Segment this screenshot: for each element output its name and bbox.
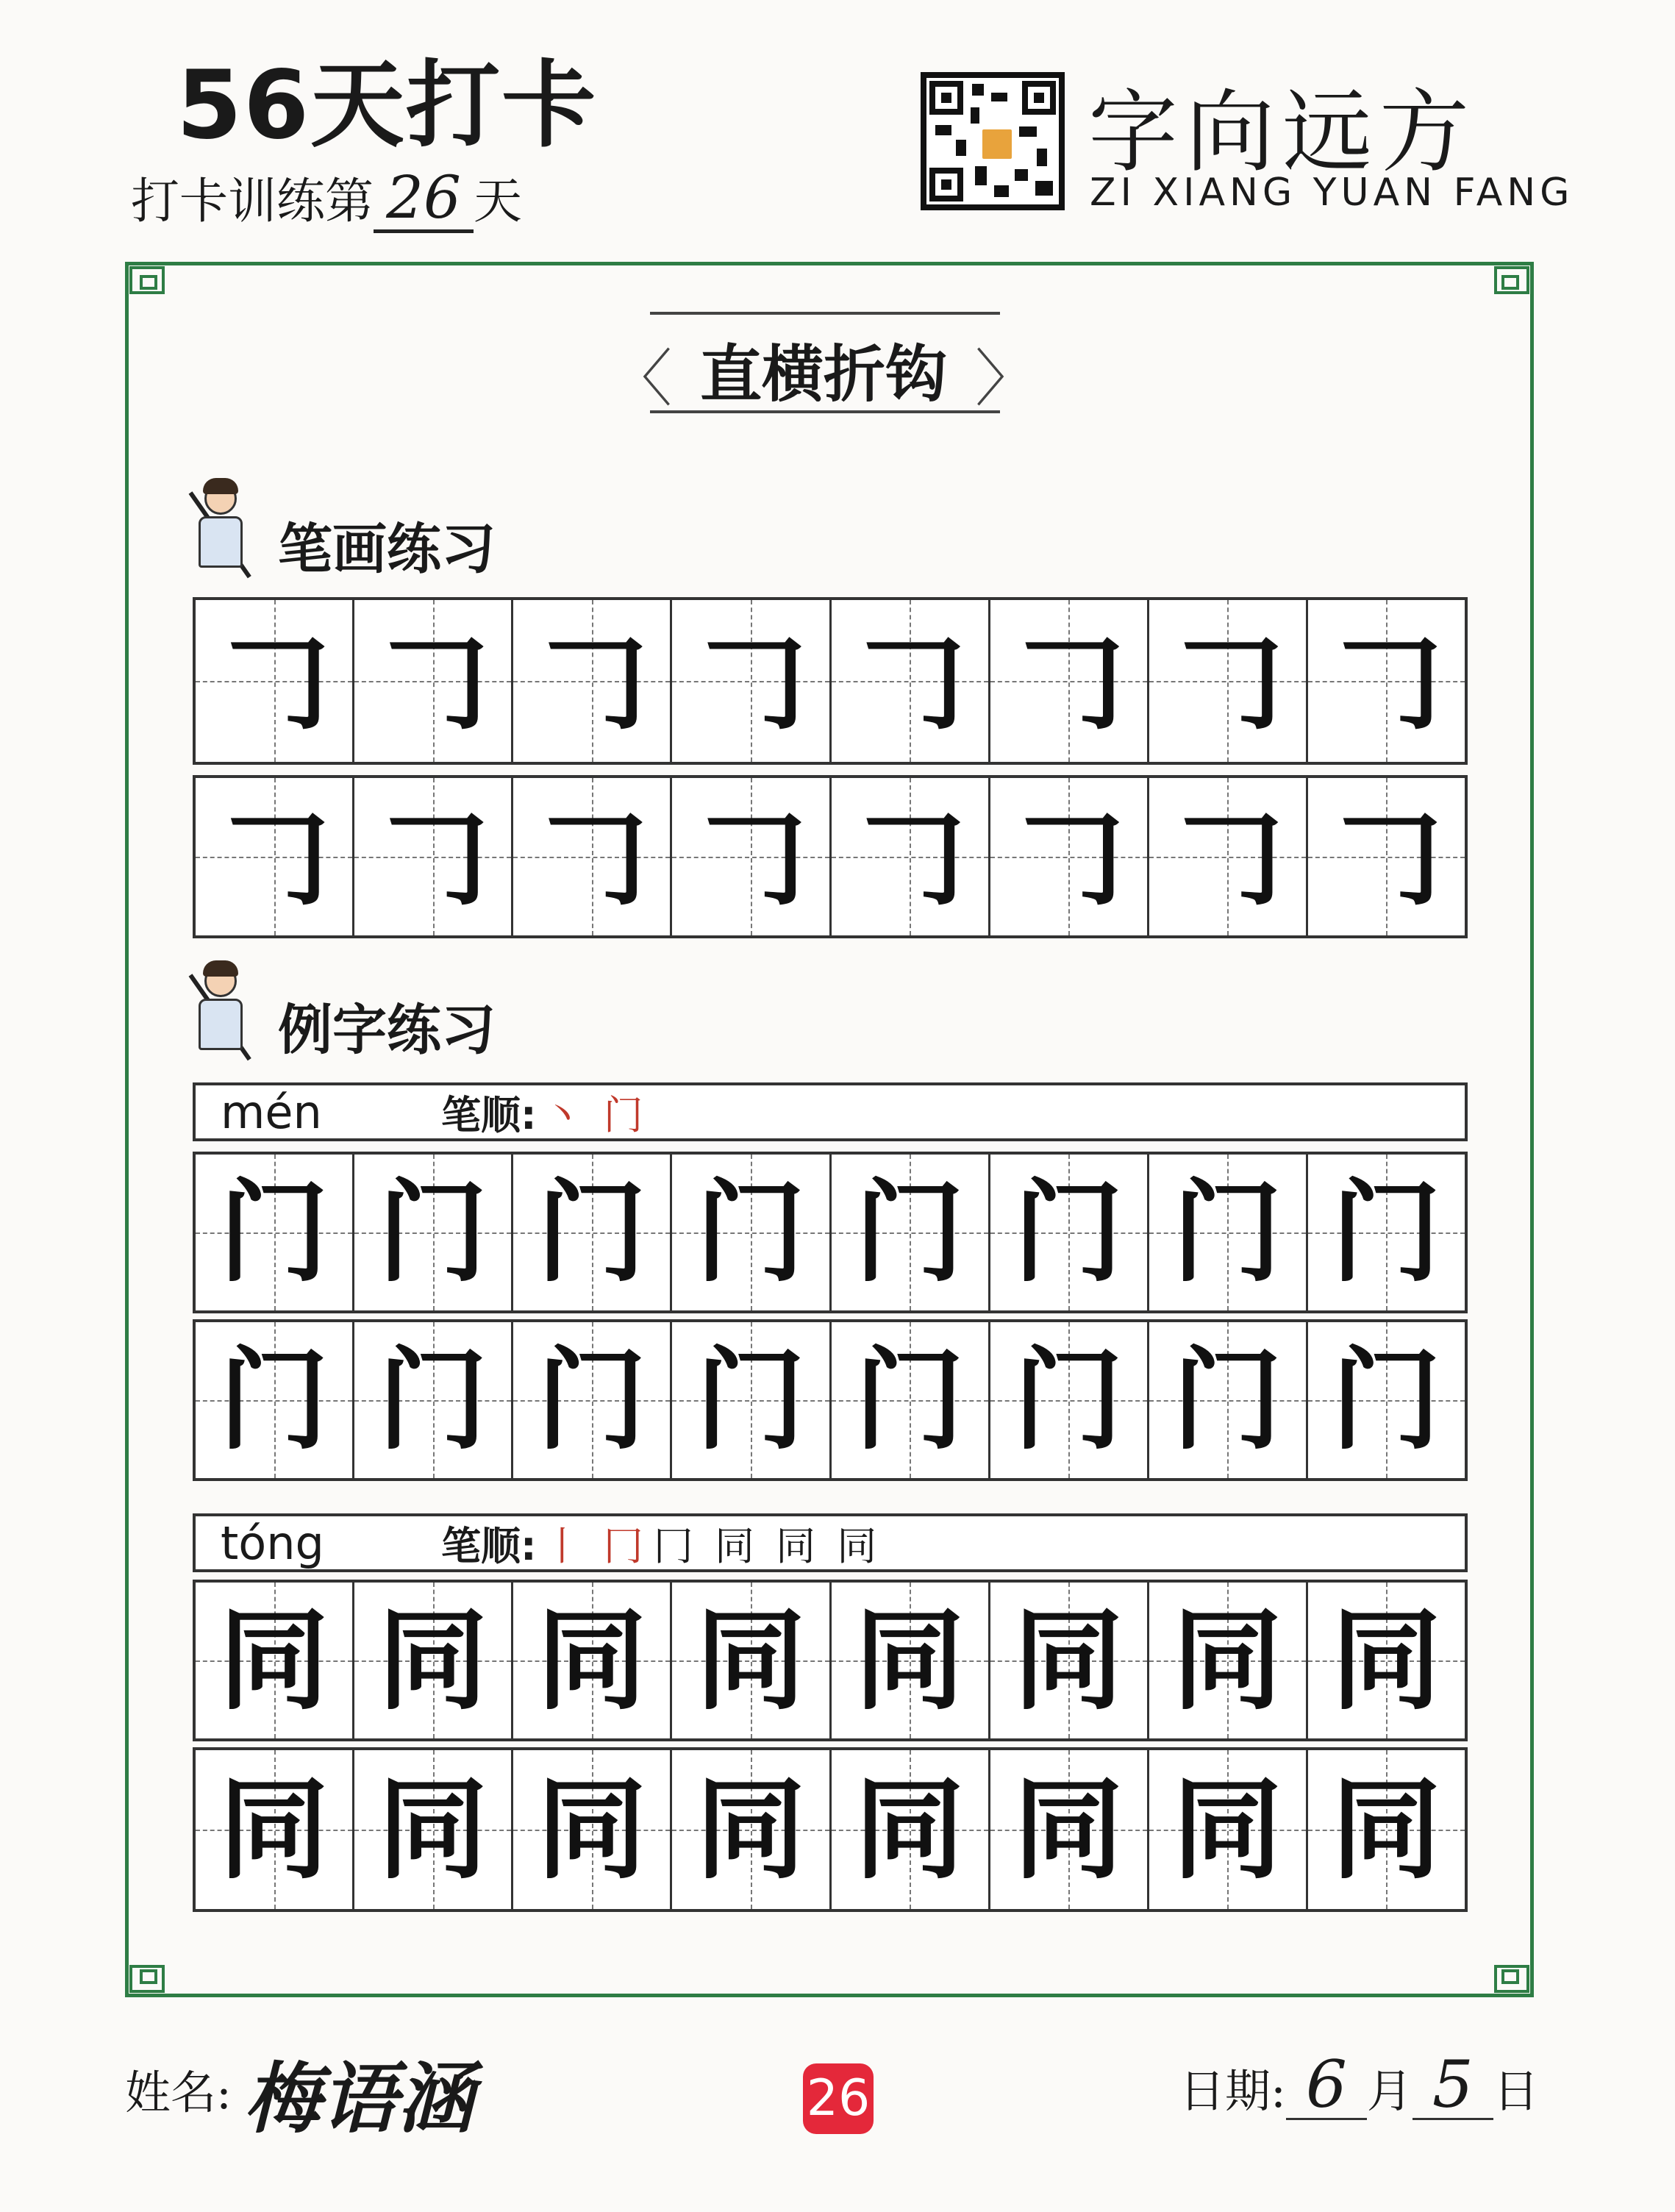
practice-cell[interactable]	[832, 1322, 990, 1478]
practice-cell[interactable]	[1149, 1583, 1308, 1738]
practice-cell[interactable]	[832, 1750, 990, 1909]
practice-cell[interactable]	[672, 600, 831, 762]
practice-cell[interactable]	[672, 1750, 831, 1909]
banner-left-chevron: 〈	[610, 343, 673, 415]
practice-cell[interactable]	[990, 1583, 1149, 1738]
practice-cell[interactable]	[672, 1322, 831, 1478]
practice-cell[interactable]	[513, 1322, 672, 1478]
practice-glyph: 同	[1013, 1765, 1124, 1894]
example-practice-row	[193, 1152, 1468, 1313]
example-practice-row	[193, 1319, 1468, 1481]
practice-glyph: 同	[1172, 1765, 1283, 1894]
practice-glyph: 门	[377, 1168, 488, 1297]
practice-cell[interactable]	[832, 1583, 990, 1738]
practice-glyph: 𠃌	[1013, 616, 1124, 746]
practice-glyph: 同	[695, 1765, 806, 1894]
brand-name-cn: 字向远方	[1088, 80, 1476, 185]
practice-cell[interactable]	[990, 1322, 1149, 1478]
practice-glyph: 同	[854, 1596, 965, 1725]
practice-cell[interactable]	[354, 600, 513, 762]
frame-corner-ornament	[122, 259, 196, 310]
pinyin-bar-men	[193, 1082, 1468, 1141]
qr-finder	[929, 81, 963, 115]
practice-glyph: 门	[218, 1335, 329, 1465]
subtitle-prefix: 打卡训练第	[131, 173, 374, 229]
practice-cell[interactable]	[1308, 1155, 1465, 1310]
pinyin: mén	[221, 1085, 322, 1139]
practice-cell[interactable]	[1308, 778, 1465, 935]
frame-corner-ornament	[122, 1949, 196, 2000]
practice-cell[interactable]	[1308, 600, 1465, 762]
practice-cell[interactable]	[672, 1583, 831, 1738]
example-practice-heading: 例字练习	[278, 999, 496, 1062]
pinyin: tóng	[221, 1516, 324, 1570]
practice-cell[interactable]	[196, 600, 354, 762]
checkin-day-line	[131, 162, 522, 233]
practice-cell[interactable]	[196, 1583, 354, 1738]
practice-cell[interactable]	[196, 1750, 354, 1909]
stroke-practice-row	[193, 775, 1468, 938]
practice-glyph: 𠃌	[218, 616, 329, 746]
practice-glyph: 同	[1331, 1596, 1442, 1725]
practice-cell[interactable]	[513, 1155, 672, 1310]
practice-glyph: 𠃌	[1013, 792, 1124, 921]
practice-cell[interactable]	[1149, 1155, 1308, 1310]
practice-glyph: 同	[218, 1596, 329, 1725]
practice-glyph: 门	[536, 1168, 647, 1297]
practice-glyph: 门	[1013, 1168, 1124, 1297]
practice-cell[interactable]	[672, 778, 831, 935]
practice-cell[interactable]	[354, 1583, 513, 1738]
stroke-practice-heading: 笔画练习	[278, 518, 496, 581]
qr-finder	[929, 168, 963, 201]
practice-glyph: 门	[1013, 1335, 1124, 1465]
practice-glyph: 门	[1331, 1335, 1442, 1465]
practice-cell[interactable]	[990, 778, 1149, 935]
page-number-badge: 26	[803, 2063, 874, 2134]
example-practice-row	[193, 1580, 1468, 1741]
practice-glyph: 门	[1331, 1168, 1442, 1297]
practice-glyph: 同	[854, 1765, 965, 1894]
practice-glyph: 𠃌	[218, 792, 329, 921]
practice-glyph: 同	[1172, 1596, 1283, 1725]
stroke-order-label: 笔顺:	[441, 1522, 537, 1569]
stroke-order-red: 丶 门	[542, 1091, 648, 1138]
pinyin-bar-tong	[193, 1513, 1468, 1572]
frame-corner-ornament	[1463, 259, 1537, 310]
name-label: 姓名:	[125, 2066, 232, 2119]
practice-glyph: 门	[1172, 1168, 1283, 1297]
practice-cell[interactable]	[832, 600, 990, 762]
practice-cell[interactable]	[672, 1155, 831, 1310]
practice-glyph: 同	[1331, 1765, 1442, 1894]
day-unit: 日	[1493, 2064, 1539, 2118]
practice-cell[interactable]	[1149, 1322, 1308, 1478]
practice-cell[interactable]	[354, 1322, 513, 1478]
practice-cell[interactable]	[513, 1750, 672, 1909]
practice-glyph: 𠃌	[1331, 792, 1442, 921]
section-banner	[610, 309, 1037, 419]
practice-glyph: 𠃌	[1331, 616, 1442, 746]
practice-glyph: 同	[536, 1596, 647, 1725]
practice-glyph: 同	[536, 1765, 647, 1894]
page-title: 56天打卡	[176, 51, 598, 160]
date-month[interactable]: 6	[1286, 2052, 1367, 2120]
practice-cell[interactable]	[1308, 1750, 1465, 1909]
practice-cell[interactable]	[354, 1750, 513, 1909]
practice-glyph: 同	[377, 1596, 488, 1725]
brand-name-en: ZI XIANG YUAN FANG	[1090, 171, 1574, 215]
practice-cell[interactable]	[196, 1155, 354, 1310]
practice-cell[interactable]	[513, 600, 672, 762]
frame-corner-ornament	[1463, 1949, 1537, 2000]
qr-finder	[1022, 81, 1056, 115]
qr-logo	[979, 126, 1015, 162]
stroke-practice-row	[193, 597, 1468, 765]
practice-cell[interactable]	[1308, 1322, 1465, 1478]
practice-cell[interactable]	[1149, 778, 1308, 935]
practice-glyph: 门	[854, 1335, 965, 1465]
practice-cell[interactable]	[1149, 600, 1308, 762]
practice-glyph: 𠃌	[377, 792, 488, 921]
name-value[interactable]: 梅语涵	[244, 2053, 474, 2144]
practice-glyph: 同	[218, 1765, 329, 1894]
practice-cell[interactable]	[990, 1155, 1149, 1310]
practice-glyph: 门	[377, 1335, 488, 1465]
practice-cell[interactable]	[196, 778, 354, 935]
practice-glyph: 门	[695, 1168, 806, 1297]
practice-glyph: 𠃌	[1172, 792, 1283, 921]
practice-cell[interactable]	[990, 600, 1149, 762]
scholar-icon	[184, 960, 265, 1063]
example-practice-row	[193, 1747, 1468, 1912]
practice-glyph: 同	[695, 1596, 806, 1725]
practice-glyph: 同	[377, 1765, 488, 1894]
practice-glyph: 𠃌	[377, 616, 488, 746]
practice-glyph: 𠃌	[695, 792, 806, 921]
month-unit: 月	[1366, 2064, 1412, 2118]
banner-right-chevron: 〉	[974, 343, 1037, 415]
practice-glyph: 𠃌	[1172, 616, 1283, 746]
date-field	[1179, 2047, 1539, 2122]
date-label: 日期:	[1179, 2064, 1286, 2118]
practice-cell[interactable]	[354, 778, 513, 935]
practice-cell[interactable]	[513, 1583, 672, 1738]
subtitle-suffix: 天	[474, 173, 522, 229]
practice-cell[interactable]	[832, 778, 990, 935]
day-number: 26	[374, 166, 474, 233]
practice-cell[interactable]	[196, 1322, 354, 1478]
practice-cell[interactable]	[990, 1750, 1149, 1909]
practice-glyph: 门	[854, 1168, 965, 1297]
qr-code	[921, 72, 1065, 210]
practice-cell[interactable]	[1308, 1583, 1465, 1738]
scholar-icon	[184, 478, 265, 581]
practice-glyph: 𠃌	[854, 616, 965, 746]
practice-cell[interactable]	[1149, 1750, 1308, 1909]
stroke-order-black: 冂 同 同 同	[653, 1522, 882, 1569]
practice-glyph: 𠃌	[536, 792, 647, 921]
practice-glyph: 同	[1013, 1596, 1124, 1725]
practice-glyph: 门	[1172, 1335, 1283, 1465]
practice-glyph: 𠃌	[536, 616, 647, 746]
practice-cell[interactable]	[832, 1155, 990, 1310]
practice-glyph: 𠃌	[695, 616, 806, 746]
date-day[interactable]: 5	[1412, 2052, 1493, 2120]
stroke-order-red: 丨 冂	[542, 1522, 648, 1569]
practice-glyph: 𠃌	[854, 792, 965, 921]
stroke-order-label: 笔顺:	[441, 1091, 537, 1138]
practice-cell[interactable]	[354, 1155, 513, 1310]
practice-cell[interactable]	[513, 778, 672, 935]
practice-glyph: 门	[218, 1168, 329, 1297]
section-title: 直横折钩	[699, 338, 947, 410]
practice-glyph: 门	[536, 1335, 647, 1465]
practice-glyph: 门	[695, 1335, 806, 1465]
